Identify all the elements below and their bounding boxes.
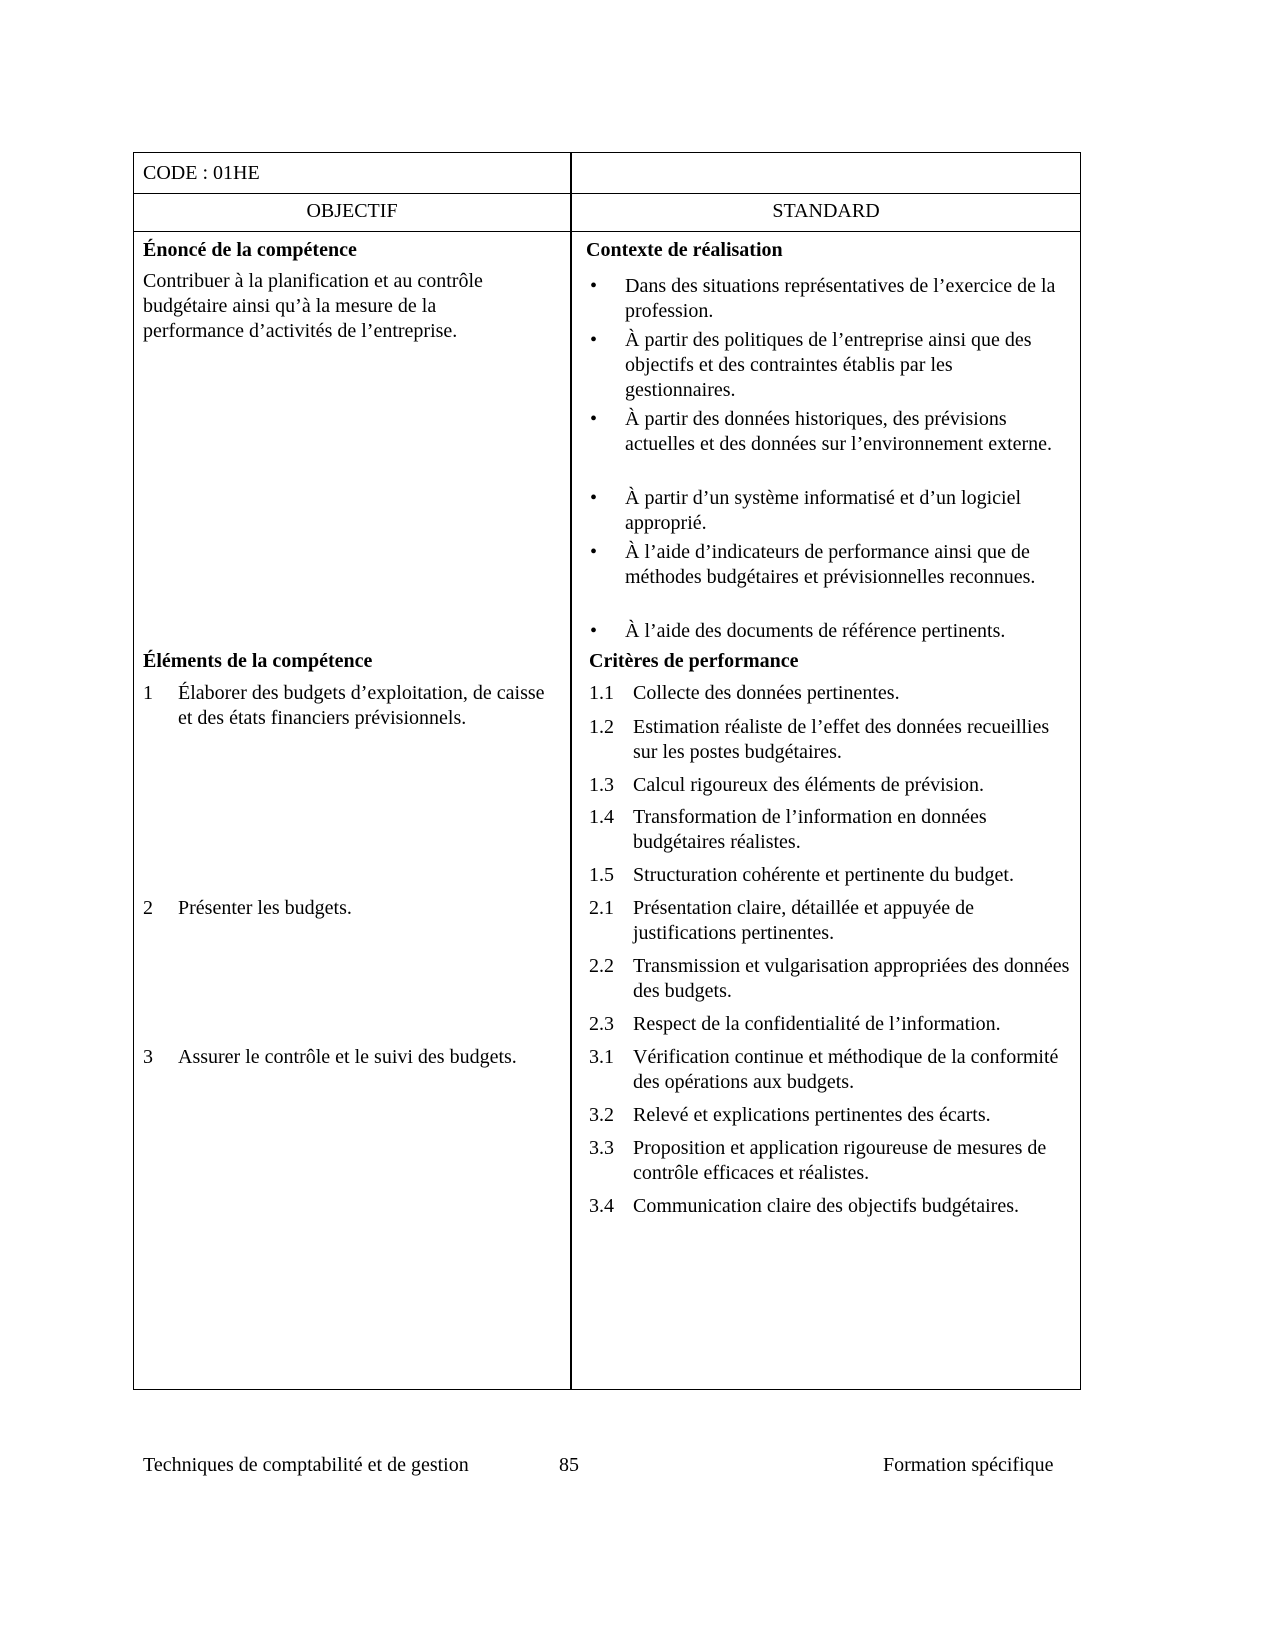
critere-number: 1.5 xyxy=(589,864,614,886)
critere-number: 1.1 xyxy=(589,682,614,704)
critere-text: Estimation réaliste de l’effet des données recueillies sur les postes budgétaires. xyxy=(633,716,1050,763)
bullet-icon: • xyxy=(590,275,598,297)
criteres-heading: Critères de performance xyxy=(589,650,799,672)
bullet-icon: • xyxy=(590,541,598,563)
critere-text: Collecte des données pertinentes. xyxy=(633,682,900,704)
element-text: Élaborer des budgets d’exploitation, de caisse et des états financiers prévisionnels. xyxy=(178,682,545,729)
critere-number: 2.1 xyxy=(589,897,614,919)
critere-text: Vérification continue et méthodique de la conformité des opérations aux budgets. xyxy=(633,1046,1059,1093)
critere-number: 3.2 xyxy=(589,1104,614,1126)
contexte-item: À l’aide des documents de référence pertinents. xyxy=(625,620,1006,642)
code-label: CODE : 01HE xyxy=(143,162,260,184)
critere-text: Proposition et application rigoureuse de mesures de contrôle efficaces et réalistes. xyxy=(633,1137,1047,1184)
enonce-text: Contribuer à la planification et au contrôle budgétaire ainsi qu’à la mesure de la performance d’activités de l’entreprise. xyxy=(143,270,483,342)
critere-number: 2.3 xyxy=(589,1013,614,1035)
contexte-heading: Contexte de réalisation xyxy=(586,239,783,261)
contexte-item: À partir des politiques de l’entreprise ainsi que des objectifs et des contraintes établis par les gestionnaires. xyxy=(625,329,1032,401)
critere-number: 3.1 xyxy=(589,1046,614,1068)
column-divider xyxy=(570,152,572,1390)
elements-heading: Éléments de la compétence xyxy=(143,650,373,672)
standard-header: STANDARD xyxy=(772,200,880,222)
critere-number: 1.2 xyxy=(589,716,614,738)
critere-text: Calcul rigoureux des éléments de prévision. xyxy=(633,774,985,796)
bullet-icon: • xyxy=(590,620,598,642)
critere-text: Transformation de l’information en données budgétaires réalistes. xyxy=(633,806,987,853)
element-text: Présenter les budgets. xyxy=(178,897,352,919)
critere-text: Structuration cohérente et pertinente du budget. xyxy=(633,864,1014,886)
element-number: 2 xyxy=(143,897,153,919)
footer-program: Techniques de comptabilité et de gestion xyxy=(143,1454,469,1476)
contexte-item: Dans des situations représentatives de l’exercice de la profession. xyxy=(625,275,1056,322)
row-divider xyxy=(133,193,1081,194)
critere-text: Communication claire des objectifs budgétaires. xyxy=(633,1195,1019,1217)
critere-text: Transmission et vulgarisation appropriées des données des budgets. xyxy=(633,955,1070,1002)
contexte-item: À partir des données historiques, des prévisions actuelles et des données sur l’environnement externe. xyxy=(625,408,1053,455)
bullet-icon: • xyxy=(590,408,598,430)
critere-number: 1.4 xyxy=(589,806,614,828)
contexte-item: À partir d’un système informatisé et d’un logiciel approprié. xyxy=(625,487,1022,534)
enonce-heading: Énoncé de la compétence xyxy=(143,239,357,261)
objectif-header: OBJECTIF xyxy=(306,200,398,222)
critere-number: 3.3 xyxy=(589,1137,614,1159)
element-number: 3 xyxy=(143,1046,153,1068)
critere-number: 3.4 xyxy=(589,1195,614,1217)
element-text: Assurer le contrôle et le suivi des budgets. xyxy=(178,1046,517,1068)
critere-number: 1.3 xyxy=(589,774,614,796)
critere-text: Présentation claire, détaillée et appuyée de justifications pertinentes. xyxy=(633,897,974,944)
footer-page-number: 85 xyxy=(559,1454,579,1476)
critere-number: 2.2 xyxy=(589,955,614,977)
critere-text: Relevé et explications pertinentes des écarts. xyxy=(633,1104,991,1126)
footer-section: Formation spécifique xyxy=(883,1454,1054,1476)
element-number: 1 xyxy=(143,682,153,704)
bullet-icon: • xyxy=(590,487,598,509)
row-divider xyxy=(133,231,1081,232)
contexte-item: À l’aide d’indicateurs de performance ainsi que de méthodes budgétaires et prévisionnelles reconnues. xyxy=(625,541,1036,588)
critere-text: Respect de la confidentialité de l’information. xyxy=(633,1013,1001,1035)
bullet-icon: • xyxy=(590,329,598,351)
